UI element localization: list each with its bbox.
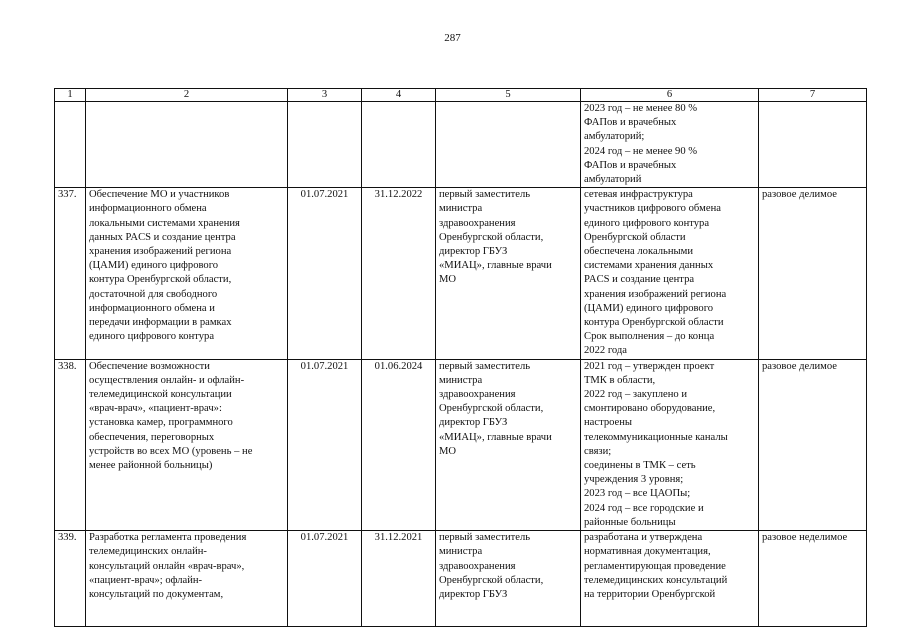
text-line: 2021 год – утвержден проект <box>584 360 715 372</box>
text-line: первый заместитель <box>439 360 531 372</box>
type-cell: разовое делимое <box>759 188 867 359</box>
text-line: телемедицинских онлайн- <box>89 546 207 558</box>
col-header: 6 <box>581 89 759 102</box>
text-line: связи; <box>584 445 612 457</box>
text-line: на территории Оренбургской <box>584 588 716 600</box>
table-row <box>55 531 867 627</box>
text-line: районные больницы <box>584 516 676 528</box>
col-header: 5 <box>436 89 581 102</box>
text-line: установка камер, программного <box>89 417 233 429</box>
text-line: соединены в ТМК – сеть <box>584 460 696 472</box>
start-date <box>288 102 362 188</box>
measure-cell <box>86 188 288 359</box>
start-date: 01.07.2021 <box>288 531 362 627</box>
measure-cell <box>86 531 288 627</box>
responsible-cell <box>436 102 581 188</box>
page-number: 287 <box>444 32 461 44</box>
text-line: «МИАЦ», главные врачи <box>439 431 552 443</box>
text-line: Оренбургской области, <box>439 574 544 586</box>
text-line: 2023 год – не менее 80 % <box>584 103 698 114</box>
col-header: 2 <box>86 89 288 102</box>
plan-table <box>54 88 867 627</box>
text-line: учреждения 3 уровня; <box>584 474 684 486</box>
text-line: Оренбургской области, <box>439 403 544 415</box>
text-line: МО <box>439 445 457 457</box>
start-date: 01.07.2021 <box>288 188 362 359</box>
text-line: единого цифрового контура <box>584 217 710 229</box>
row-number: 337. <box>55 188 86 359</box>
text-line: здравоохранения <box>439 389 516 401</box>
text-line: 2022 год – закуплено и <box>584 389 688 401</box>
end-date: 31.12.2021 <box>362 531 436 627</box>
text-line: «пациент-врач»; офлайн- <box>89 574 203 586</box>
text-line: 2023 год – все ЦАОПы; <box>584 488 691 500</box>
col-header: 4 <box>362 89 436 102</box>
text-line: 2024 год – не менее 90 % <box>584 145 698 157</box>
text-line: (ЦАМИ) единого цифрового <box>89 260 219 272</box>
text-line: локальными системами хранения <box>89 217 240 229</box>
text-line: ТМК в области, <box>584 374 656 386</box>
responsible-cell <box>436 359 581 530</box>
text-line: МО <box>439 274 457 286</box>
row-number <box>55 102 86 188</box>
text-line: директор ГБУЗ <box>439 417 508 429</box>
text-line: министра <box>439 203 483 215</box>
text-line: хранения изображений региона <box>89 246 232 258</box>
row-number: 339. <box>55 531 86 627</box>
type-cell <box>759 102 867 188</box>
text-line: информационного обмена <box>89 203 207 215</box>
text-line: здравоохранения <box>439 560 516 572</box>
text-line: Разработка регламента проведения <box>89 532 247 544</box>
text-line: настроены <box>584 417 633 429</box>
text-line: консультаций по документам, <box>89 588 224 600</box>
text-line: осуществления онлайн- и офлайн- <box>89 374 245 386</box>
text-line: 2024 год – все городские и <box>584 502 704 514</box>
result-cell <box>581 359 759 530</box>
text-line: министра <box>439 546 483 558</box>
text-line: нормативная документация, <box>584 546 711 558</box>
text-line: обеспечена локальными <box>584 246 694 258</box>
text-line: регламентирующая проведение <box>584 560 726 572</box>
text-line: смонтировано оборудование, <box>584 403 716 415</box>
text-line: хранения изображений региона <box>584 288 727 300</box>
text-line: первый заместитель <box>439 532 531 544</box>
text-line: PACS и создание центра <box>584 274 695 286</box>
row-number: 338. <box>55 359 86 530</box>
end-date: 31.12.2022 <box>362 188 436 359</box>
text-line: Срок выполнения – до конца <box>584 331 715 343</box>
text-line: (ЦАМИ) единого цифрового <box>584 302 714 314</box>
end-date: 01.06.2024 <box>362 359 436 530</box>
text-line: телекоммуникационные каналы <box>584 431 728 443</box>
text-line: устройств во всех МО (уровень – не <box>89 445 253 457</box>
type-cell: разовое делимое <box>759 359 867 530</box>
text-line: данных PACS и создание центра <box>89 231 236 243</box>
text-line: передачи информации в рамках <box>89 317 232 329</box>
header-row <box>55 89 867 102</box>
type-cell: разовое неделимое <box>759 531 867 627</box>
text-line: здравоохранения <box>439 217 516 229</box>
text-line: участников цифрового обмена <box>584 203 721 215</box>
text-line: ФАПов и врачебных <box>584 159 677 171</box>
text-line: Обеспечение возможности <box>89 360 210 372</box>
text-line: директор ГБУЗ <box>439 246 508 258</box>
col-header: 1 <box>55 89 86 102</box>
text-line: обеспечения, переговорных <box>89 431 215 443</box>
text-line: директор ГБУЗ <box>439 588 508 600</box>
col-header: 3 <box>288 89 362 102</box>
result-cell <box>581 102 759 188</box>
result-cell <box>581 531 759 627</box>
end-date <box>362 102 436 188</box>
responsible-cell <box>436 188 581 359</box>
text-line: информационного обмена и <box>89 302 215 314</box>
table-row <box>55 359 867 530</box>
text-line: единого цифрового контура <box>89 331 215 343</box>
responsible-cell <box>436 531 581 627</box>
measure-cell <box>86 359 288 530</box>
text-line: 2022 года <box>584 345 628 357</box>
text-line: Оренбургской области <box>584 231 686 243</box>
measure-cell <box>86 102 288 188</box>
text-line: амбулаторий <box>584 174 642 186</box>
table-row <box>55 102 867 188</box>
table-row <box>55 188 867 359</box>
text-line: сетевая инфраструктура <box>584 189 693 201</box>
text-line: телемедицинской консультации <box>89 389 232 401</box>
text-line: «МИАЦ», главные врачи <box>439 260 552 272</box>
text-line: министра <box>439 374 483 386</box>
text-line: менее районной больницы) <box>89 460 213 472</box>
text-line: консультаций онлайн «врач-врач», <box>89 560 245 572</box>
text-line: Обеспечение МО и участников <box>89 189 230 201</box>
start-date: 01.07.2021 <box>288 359 362 530</box>
text-line: «врач-врач», «пациент-врач»: <box>89 403 222 415</box>
col-header: 7 <box>759 89 867 102</box>
text-line: ФАПов и врачебных <box>584 117 677 129</box>
text-line: разработана и утверждена <box>584 532 703 544</box>
text-line: амбулаторий; <box>584 131 645 143</box>
result-cell <box>581 188 759 359</box>
text-line: телемедицинских консультаций <box>584 574 728 586</box>
text-line: системами хранения данных <box>584 260 714 272</box>
text-line: контура Оренбургской области, <box>89 274 232 286</box>
text-line: первый заместитель <box>439 189 531 201</box>
text-line: Оренбургской области, <box>439 231 544 243</box>
text-line: контура Оренбургской области <box>584 317 724 329</box>
text-line: достаточной для свободного <box>89 288 218 300</box>
